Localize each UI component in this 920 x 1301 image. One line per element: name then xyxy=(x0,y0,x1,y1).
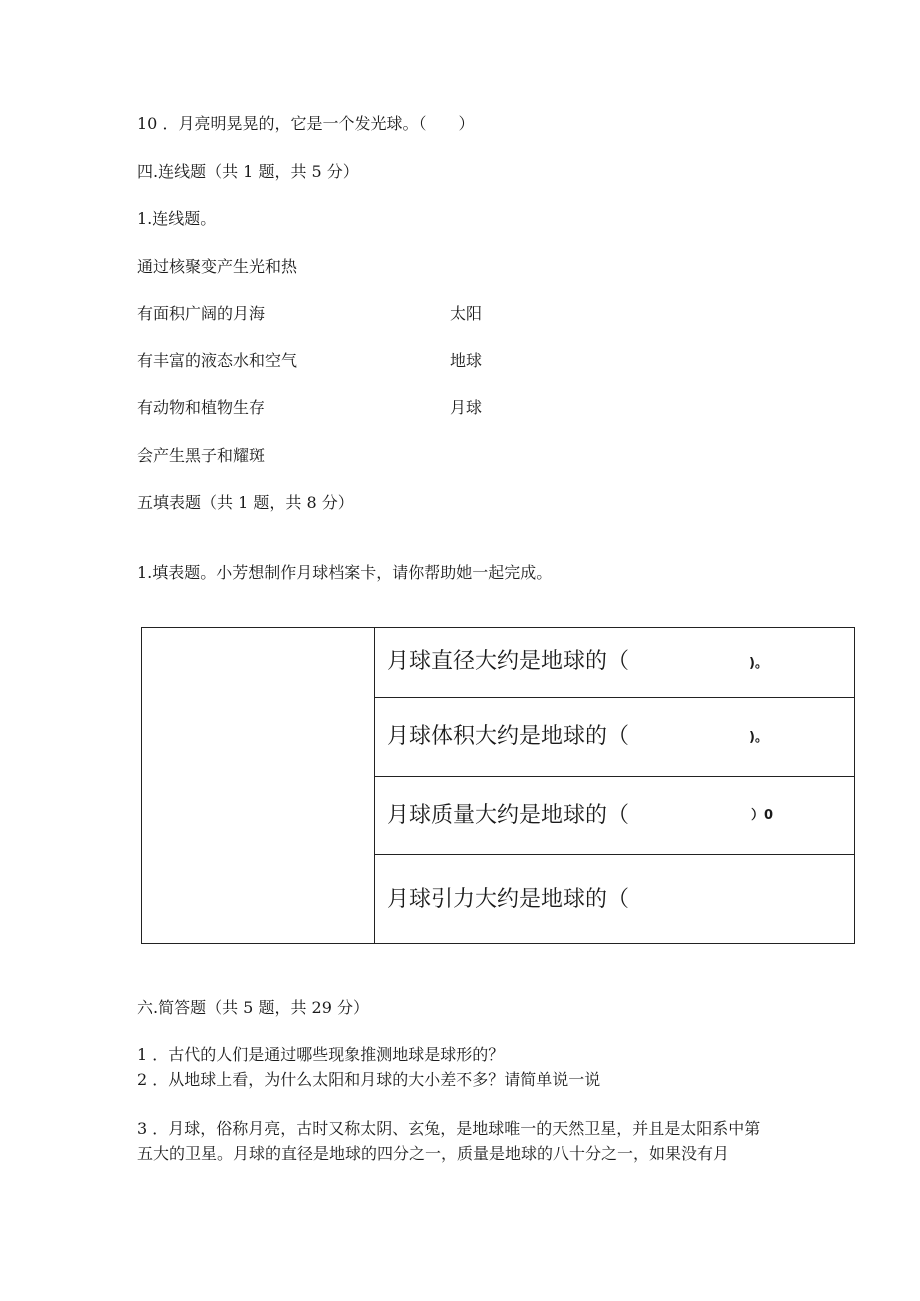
section-6-question-2: 2 ．从地球上看，为什么太阳和月球的大小差不多？请简单说一说 xyxy=(137,1070,601,1089)
section-4-question-1: 1.连线题。 xyxy=(137,209,217,228)
match-right-item: 太阳 xyxy=(450,304,483,323)
section-5-question-1: 1.填表题。小芳想制作月球档案卡，请你帮助她一起完成。 xyxy=(137,563,553,582)
moon-profile-table xyxy=(141,627,855,944)
table-row-text: 月球体积大约是地球的（ xyxy=(387,724,630,749)
table-row-end: ）0 xyxy=(751,808,774,823)
table-row xyxy=(375,628,854,698)
section-5-title: 五填表题（共 1 题，共 8 分） xyxy=(137,493,354,512)
match-left-item: 有面积广阔的月海 xyxy=(137,304,266,323)
match-right-item: 地球 xyxy=(450,351,483,370)
question-10: 10 ．月亮明晃晃的，它是一个发光球。（ ） xyxy=(137,114,475,133)
table-row xyxy=(375,777,854,855)
table-image-cell xyxy=(142,628,375,943)
table-row-text: 月球直径大约是地球的（ xyxy=(387,649,630,674)
section-6-question-3-line-2: 五大的卫星。月球的直径是地球的四分之一，质量是地球的八十分之一，如果没有月 xyxy=(137,1144,730,1163)
match-left-item: 有丰富的液态水和空气 xyxy=(137,351,298,370)
match-left-item: 会产生黑子和耀斑 xyxy=(137,446,266,465)
table-row-text: 月球质量大约是地球的（ xyxy=(387,803,630,828)
table-row xyxy=(375,855,854,943)
section-4-title: 四.连线题（共 1 题，共 5 分） xyxy=(137,162,359,181)
match-left-item: 通过核聚变产生光和热 xyxy=(137,257,298,276)
match-right-item: 月球 xyxy=(450,398,483,417)
table-row-end: )。 xyxy=(749,656,768,671)
match-left-item: 有动物和植物生存 xyxy=(137,398,266,417)
table-row xyxy=(375,698,854,777)
table-row-end: )。 xyxy=(749,730,768,745)
section-6-question-1: 1 ．古代的人们是通过哪些现象推测地球是球形的？ xyxy=(137,1045,505,1064)
section-6-title: 六.简答题（共 5 题，共 29 分） xyxy=(137,998,369,1017)
table-row-text: 月球引力大约是地球的（ xyxy=(387,887,630,912)
section-6-question-3-line-1: 3 ．月球，俗称月亮，古时又称太阴、玄兔，是地球唯一的天然卫星，并且是太阳系中第 xyxy=(137,1119,761,1138)
